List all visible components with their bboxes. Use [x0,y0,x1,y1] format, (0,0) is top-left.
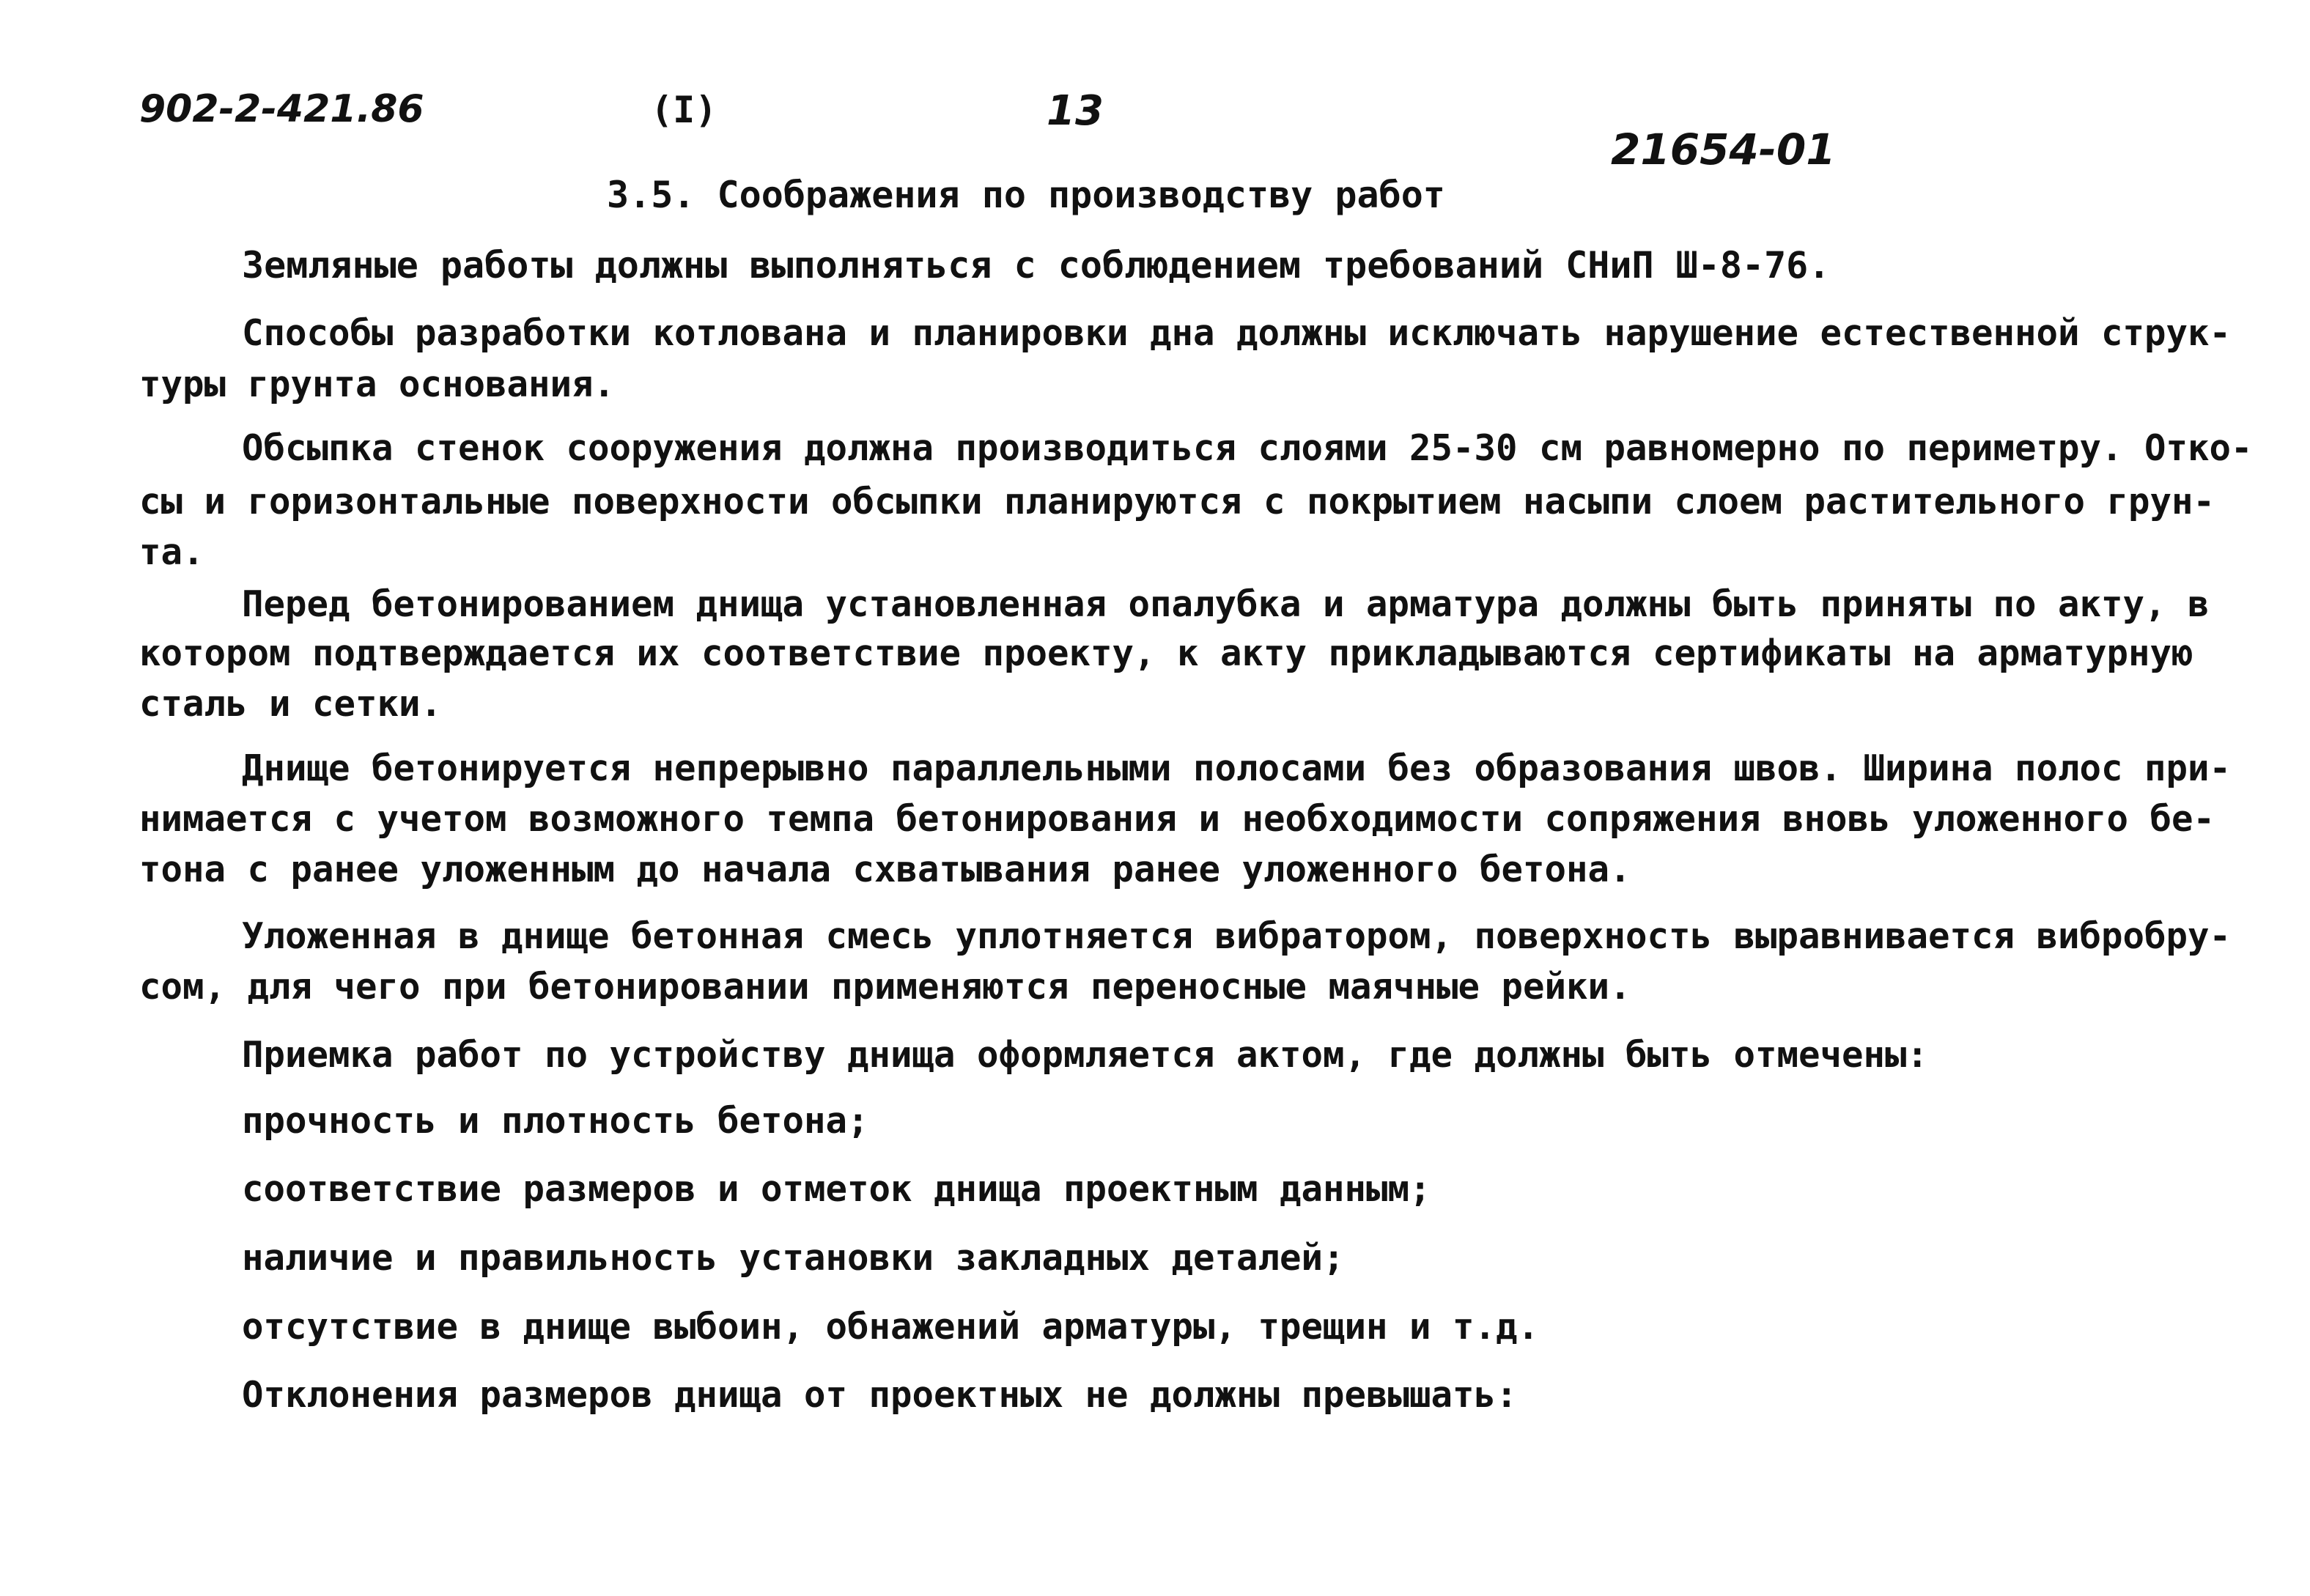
body-line: нимается с учетом возможного темпа бетонирования и необходимости сопряжения вновь уложенного бе- [139,798,2215,840]
body-line: туры грунта основания. [139,363,616,405]
body-line: сом, для чего при бетонировании применяются переносные маячные рейки. [139,966,1631,1008]
body-line: Отклонения размеров днища от проектных не должны превышать: [242,1374,1518,1416]
list-item: отсутствие в днище выбоин, обнажений арматуры, трещин и т.д. [242,1306,1540,1348]
volume-label: (I) [651,89,717,131]
list-item: наличие и правильность установки закладных деталей; [242,1237,1345,1279]
doc-code: 902-2-421.86 [139,87,424,131]
page-number: 13 [1047,87,1104,135]
body-line: Обсыпка стенок сооружения должна производиться слоями 25-30 см равномерно по периметру. Отко- [242,427,2253,469]
body-line: тона с ранее уложенным до начала схватывания ранее уложенного бетона. [139,849,1631,890]
body-line: Уложенная в днище бетонная смесь уплотняется вибратором, поверхность выравнивается вибробру- [242,915,2232,957]
archive-number: 21654-01 [1611,125,1836,174]
body-line: Перед бетонированием днища установленная опалубка и арматура должны быть приняты по акту, в [242,583,2210,625]
body-line: сы и горизонтальные поверхности обсыпки планируются с покрытием насыпи слоем растительного грун- [139,481,2215,522]
body-line: Приемка работ по устройству днища оформляется актом, где должны быть отмечены: [242,1034,1929,1076]
section-title: 3.5. Соображения по производству работ [607,174,1445,216]
body-line: та. [139,531,204,573]
body-line: котором подтверждается их соответствие проекту, к акту прикладываются сертификаты на арматурную [139,632,2193,674]
body-line: Днище бетонируется непрерывно параллельными полосами без образования швов. Ширина полос при- [242,747,2232,789]
body-line: Способы разработки котлована и планировки дна должны исключать нарушение естественной струк- [242,312,2232,354]
list-item: прочность и плотность бетона; [242,1100,869,1142]
list-item: соответствие размеров и отметок днища проектным данным; [242,1168,1431,1210]
body-line: сталь и сетки. [139,683,443,725]
body-line: Земляные работы должны выполняться с соблюдением требований СНиП Ш-8-76. [242,244,1831,287]
